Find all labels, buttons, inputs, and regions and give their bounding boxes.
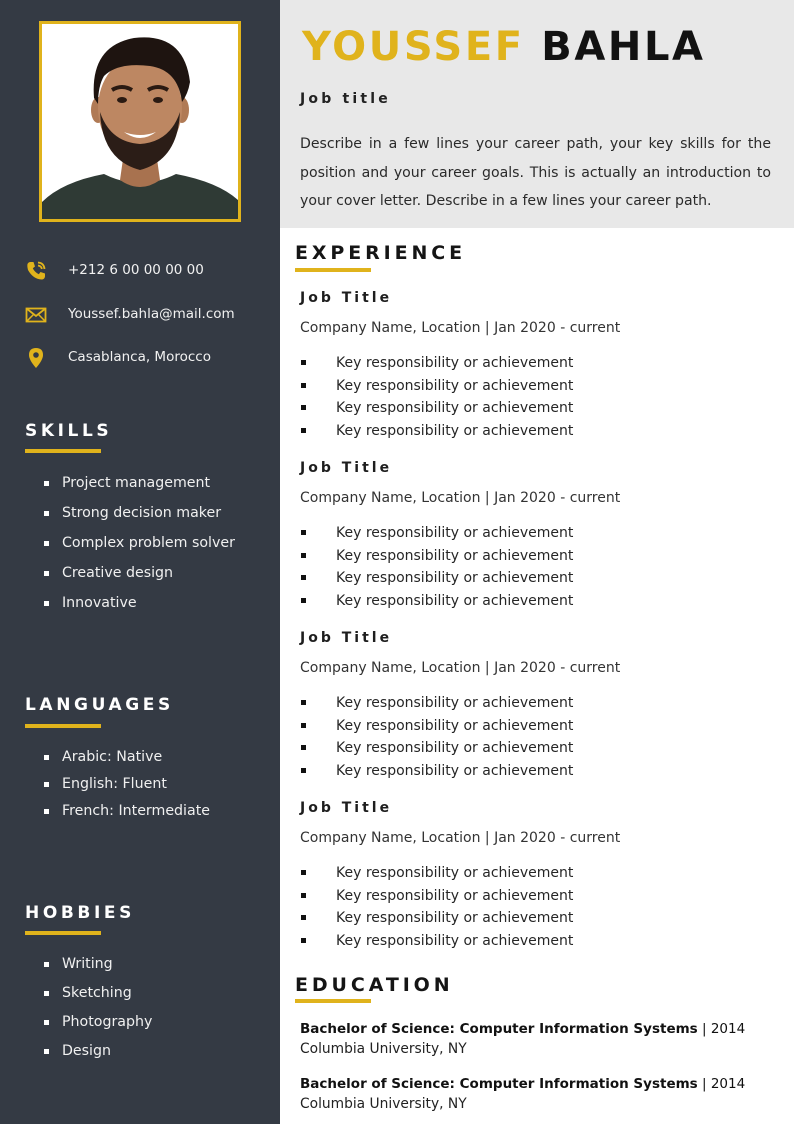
experience-entry <box>280 800 794 970</box>
hobby-item: Design <box>44 1041 152 1070</box>
location-pin-icon <box>24 346 48 370</box>
contact-phone <box>0 256 280 286</box>
hobbies-list <box>44 954 152 1070</box>
education-heading: EDUCATION <box>295 974 454 996</box>
experience-heading: EXPERIENCE <box>295 242 467 264</box>
location-text: Casablanca, Morocco <box>68 349 211 365</box>
hobby-item: Writing <box>44 954 152 983</box>
sidebar <box>0 0 280 1124</box>
skill-item: Strong decision maker <box>44 503 235 533</box>
experience-entry <box>280 630 794 800</box>
job-entry-meta: Company Name, Location | Jan 2020 - current <box>300 320 621 336</box>
email-address: Youssef.bahla@mail.com <box>68 306 235 322</box>
school-name: Columbia University, NY <box>300 1041 467 1057</box>
language-item: Arabic: Native <box>44 747 210 774</box>
job-entry-meta: Company Name, Location | Jan 2020 - current <box>300 830 621 846</box>
skills-heading: SKILLS <box>25 421 113 441</box>
responsibility-list <box>300 523 573 614</box>
responsibility-item: Key responsibility or achievement <box>300 738 573 761</box>
skill-item: Complex problem solver <box>44 533 235 563</box>
responsibility-item: Key responsibility or achievement <box>300 908 573 931</box>
hobby-item: Sketching <box>44 983 152 1012</box>
profile-photo <box>39 21 241 222</box>
responsibility-item: Key responsibility or achievement <box>300 568 573 591</box>
education-entry <box>300 1019 770 1059</box>
responsibility-item: Key responsibility or achievement <box>300 716 573 739</box>
responsibility-list <box>300 693 573 784</box>
degree-name: Bachelor of Science: Computer Information Systems <box>300 1021 698 1037</box>
responsibility-item: Key responsibility or achievement <box>300 376 573 399</box>
responsibility-item: Key responsibility or achievement <box>300 863 573 886</box>
responsibility-item: Key responsibility or achievement <box>300 591 573 614</box>
responsibility-item: Key responsibility or achievement <box>300 546 573 569</box>
language-item: English: Fluent <box>44 774 210 801</box>
responsibility-item: Key responsibility or achievement <box>300 523 573 546</box>
school-name: Columbia University, NY <box>300 1096 467 1112</box>
skills-list <box>44 473 235 623</box>
mail-icon <box>24 303 48 327</box>
responsibility-item: Key responsibility or achievement <box>300 398 573 421</box>
degree-year: 2014 <box>710 1076 746 1092</box>
education-underline <box>295 999 371 1003</box>
job-entry-title: Job Title <box>300 630 393 646</box>
experience-underline <box>295 268 371 272</box>
languages-underline <box>25 724 101 728</box>
header-band <box>280 0 794 228</box>
phone-number: +212 6 00 00 00 00 <box>68 262 204 278</box>
intro-paragraph: Describe in a few lines your career path, your key skills for the position and your career goals. This is actually an introduction to your cover letter. Describe in a few lines your career path. <box>300 136 771 209</box>
responsibility-list <box>300 353 573 444</box>
job-entry-title: Job Title <box>300 460 393 476</box>
languages-list <box>44 747 210 828</box>
hobby-item: Photography <box>44 1012 152 1041</box>
main-content <box>280 0 794 1124</box>
responsibility-item: Key responsibility or achievement <box>300 353 573 376</box>
phone-icon <box>24 259 48 283</box>
hobbies-underline <box>25 931 101 935</box>
job-entry-title: Job Title <box>300 290 393 306</box>
responsibility-item: Key responsibility or achievement <box>300 886 573 909</box>
degree-line: Bachelor of Science: Computer Information Systems | 2014 <box>300 1076 746 1092</box>
full-name <box>302 22 706 72</box>
hobbies-heading: HOBBIES <box>25 903 135 923</box>
skill-item: Project management <box>44 473 235 503</box>
skills-underline <box>25 449 101 453</box>
responsibility-item: Key responsibility or achievement <box>300 931 573 954</box>
degree-year: 2014 <box>710 1021 746 1037</box>
language-item: French: Intermediate <box>44 801 210 828</box>
portrait-image <box>42 24 238 219</box>
contact-location <box>0 343 280 373</box>
languages-heading: LANGUAGES <box>25 695 174 715</box>
responsibility-item: Key responsibility or achievement <box>300 761 573 784</box>
job-entry-meta: Company Name, Location | Jan 2020 - current <box>300 490 621 506</box>
contact-email <box>0 300 280 330</box>
skill-item: Creative design <box>44 563 235 593</box>
education-entry <box>300 1074 770 1114</box>
job-entry-meta: Company Name, Location | Jan 2020 - current <box>300 660 621 676</box>
responsibility-item: Key responsibility or achievement <box>300 421 573 444</box>
experience-entry <box>280 290 794 460</box>
job-title: Job title <box>300 91 392 107</box>
degree-name: Bachelor of Science: Computer Information Systems <box>300 1076 698 1092</box>
degree-line: Bachelor of Science: Computer Information Systems | 2014 <box>300 1021 746 1037</box>
experience-entry <box>280 460 794 630</box>
first-name: YOUSSEF <box>302 24 525 70</box>
responsibility-list <box>300 863 573 954</box>
last-name: BAHLA <box>541 24 706 70</box>
job-entry-title: Job Title <box>300 800 393 816</box>
responsibility-item: Key responsibility or achievement <box>300 693 573 716</box>
skill-item: Innovative <box>44 593 235 623</box>
